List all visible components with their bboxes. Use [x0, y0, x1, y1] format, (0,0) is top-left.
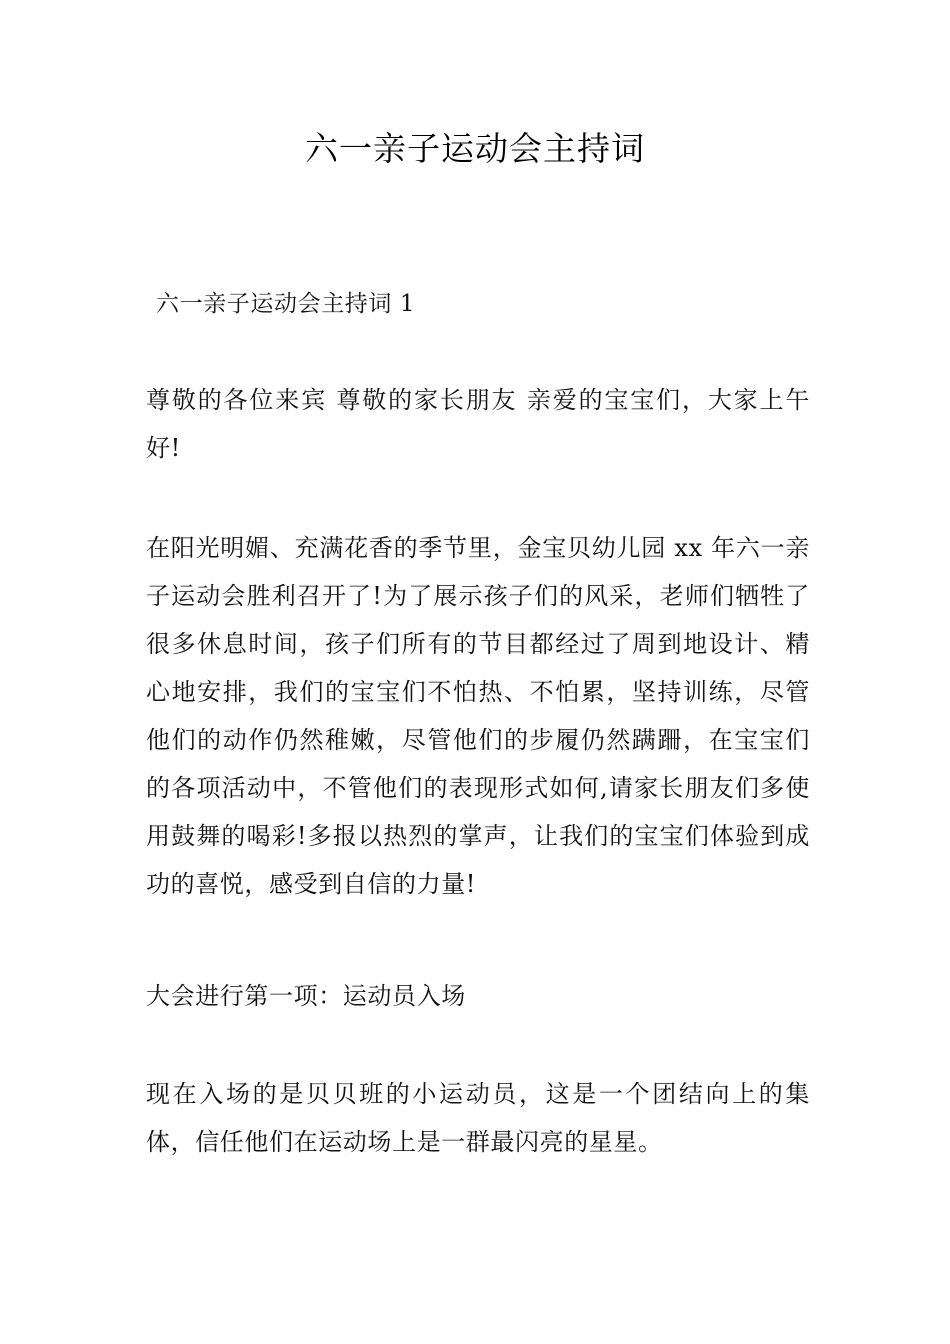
section-subheading: 六一亲子运动会主持词 1 — [156, 291, 416, 317]
opening-paragraph: 在阳光明媚、充满花香的季节里，金宝贝幼儿园 xx 年六一亲子运动会胜利召开了!为了展示孩子们的风采，老师们牺牲了很多休息时间，孩子们所有的节目都经过了周到地设计、精心地安排，我们的宝宝们不怕热、不怕累，坚持训练，尽管他们的动作仍然稚嫩，尽管他们的步履仍然蹒跚，在宝宝们的各项活动中，不管他们的表现形式如何,请家长朋友们多使用鼓舞的喝彩!多报以热烈的掌声，让我们的宝宝们体验到成功的喜悦，感受到自信的力量! — [146, 534, 810, 898]
class-intro-paragraph: 现在入场的是贝贝班的小运动员，这是一个团结向上的集体，信任他们在运动场上是一群最闪亮的星星。 — [146, 1080, 810, 1156]
greeting-paragraph: 尊敬的各位来宾 尊敬的家长朋友 亲爱的宝宝们，大家上午好! — [146, 386, 810, 462]
document-title: 六一亲子运动会主持词 — [305, 129, 645, 168]
program-item-paragraph: 大会进行第一项：运动员入场 — [146, 982, 466, 1010]
